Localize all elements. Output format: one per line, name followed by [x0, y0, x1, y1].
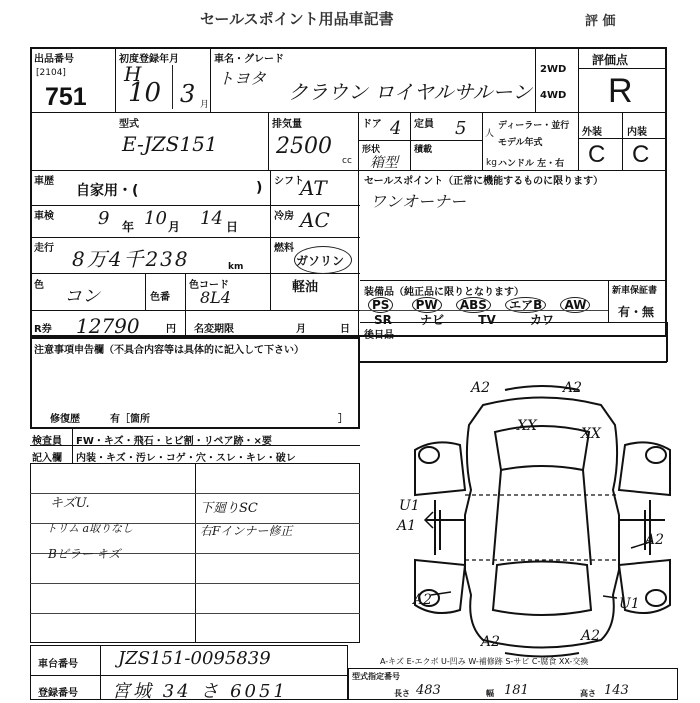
- lot-number: 751: [45, 83, 87, 111]
- inspection-year-unit: 年: [122, 220, 135, 234]
- chassis-label: 車台番号: [38, 659, 78, 670]
- mark-a2-bottom: A2: [481, 634, 501, 650]
- checker-label: 検査員: [32, 436, 62, 447]
- equip-abs: ABS: [456, 297, 491, 313]
- mileage-unit: km: [228, 262, 244, 272]
- mark-a2-bottom-left: A2: [413, 592, 433, 608]
- handle-label: ハンドル 左・右: [498, 159, 565, 169]
- shape-value: 箱型: [370, 155, 398, 171]
- equip-sr: SR: [374, 313, 392, 327]
- lot-code: [2104]: [36, 68, 66, 78]
- mark-u1-left: U1: [399, 498, 420, 514]
- model-year-label: モデル年式: [498, 138, 543, 148]
- car-name-label: 車名・グレード: [214, 54, 284, 65]
- score-value: R: [608, 72, 633, 110]
- capacity-unit: 人: [485, 129, 495, 139]
- inspection-label: 車検: [34, 211, 54, 222]
- later-items-label: 後日品: [364, 330, 394, 341]
- first-reg-era: H: [124, 62, 142, 86]
- recycle-unit: 円: [166, 324, 176, 335]
- warranty-label: 新車保証書: [612, 286, 658, 296]
- first-reg-month-unit: 月: [200, 100, 210, 110]
- equip-airbag: エアB: [505, 297, 546, 313]
- equipment-row2: [374, 311, 554, 328]
- exterior-value: C: [588, 141, 606, 168]
- drive-2wd: 2WD: [540, 64, 567, 75]
- car-maker: トヨタ: [218, 69, 267, 88]
- mark-a2-2: A2: [563, 380, 583, 396]
- equip-ps: PS: [368, 297, 393, 313]
- model-code-value: E-JZS151: [122, 132, 218, 156]
- spec-label: 型式指定番号: [352, 672, 400, 681]
- shift-value: AT: [300, 176, 327, 200]
- model-code-label: 型式: [119, 119, 139, 130]
- use-value: 自家用・(: [76, 183, 139, 199]
- repair-close: ］: [338, 414, 348, 425]
- color-code-value: 8L4: [200, 288, 231, 307]
- fuel-gasoline: ガソリン: [296, 254, 345, 268]
- recycle-label: R券: [34, 324, 52, 335]
- mileage-value: 8万4千238: [72, 247, 190, 271]
- header-right-label: 評 価: [585, 14, 616, 29]
- checker-row1: FW・キズ・飛石・ヒビ割・リペア跡・×要: [76, 436, 272, 447]
- note-right-1: 下廻りSC: [200, 501, 258, 516]
- equip-navi: ナビ: [420, 313, 445, 327]
- fuel-label: 燃料: [274, 243, 294, 254]
- spec-len-value: 483: [416, 683, 441, 698]
- mark-a2-1: A2: [471, 380, 491, 396]
- mark-u1-right: U1: [619, 596, 640, 612]
- doors-label: ドア: [362, 119, 382, 130]
- equipment-label: 装備品（純正品に限りとなります）: [364, 287, 524, 298]
- aircon-value: AC: [300, 208, 330, 232]
- fuel-circle: [294, 246, 352, 274]
- mark-a2-right: A2: [645, 532, 665, 548]
- first-reg-label: 初度登録年月: [119, 54, 179, 65]
- mark-xx-2: XX: [581, 426, 601, 442]
- checker-row2: 内装・キズ・汚レ・コゲ・穴・スレ・キレ・破レ: [76, 453, 296, 464]
- displacement-label: 排気量: [272, 119, 302, 130]
- change-month: 月: [296, 324, 306, 335]
- capacity-value: 5: [455, 118, 467, 139]
- shape-label: 形状: [362, 145, 381, 155]
- first-reg-year: 10: [128, 78, 162, 108]
- equip-aw: AW: [560, 297, 590, 313]
- notes-label: 注意事項申告欄（不具合内容等は具体的に記入して下さい）: [34, 345, 304, 356]
- registration-label: 登録番号: [38, 688, 78, 699]
- shift-label: シフト: [274, 176, 304, 187]
- equip-kawa: カワ: [529, 313, 554, 327]
- change-day: 日: [340, 324, 350, 335]
- mark-a2-bottom-right: A2: [581, 628, 601, 644]
- change-label: 名変期限: [194, 324, 234, 335]
- entry-label: 記入欄: [32, 453, 62, 464]
- first-reg-month: 3: [180, 80, 196, 108]
- inspection-month: 10: [144, 208, 167, 229]
- displacement-value: 2500: [276, 134, 332, 159]
- car-model: クラウン ロイヤルサルーン: [288, 80, 533, 104]
- chassis-value: JZS151-0095839: [118, 648, 271, 669]
- note-left-3: Bピラー キズ: [48, 547, 121, 561]
- displacement-unit: cc: [342, 156, 352, 166]
- inspection-month-unit: 月: [168, 220, 181, 234]
- spec-wid-value: 181: [504, 683, 529, 698]
- header-title: セールスポイント用品車記書: [200, 10, 394, 28]
- inspection-day-unit: 日: [226, 220, 239, 234]
- aircon-label: 冷房: [274, 211, 294, 222]
- exterior-label: 外装: [582, 127, 602, 138]
- use-label: 車歴: [34, 176, 54, 187]
- load-label: 積載: [414, 145, 433, 155]
- registration-value: 宮城 34 さ 6051: [112, 681, 288, 702]
- car-diagram: [397, 370, 680, 660]
- capacity-label: 定員: [414, 119, 434, 130]
- spec-wid-label: 幅: [486, 689, 494, 698]
- spec-hei-label: 高さ: [580, 689, 596, 698]
- repair-label: 修復歴: [50, 414, 80, 425]
- mileage-label: 走行: [34, 243, 54, 254]
- color-code-label: 色コード: [189, 280, 229, 291]
- score-label: 評価点: [592, 53, 629, 67]
- note-left-1: キズU.: [50, 496, 90, 511]
- load-unit: kg: [486, 158, 497, 168]
- doors-value: 4: [390, 118, 402, 139]
- note-right-2: 右Fインナー修正: [200, 524, 293, 538]
- color-value: コン: [64, 286, 100, 307]
- recycle-value: 12790: [76, 314, 140, 338]
- inspection-day: 14: [200, 208, 223, 229]
- sales-point-label: セールスポイント（正常に機能するものに限ります）: [364, 176, 604, 187]
- diagram-legend: A-キズ E-エクボ U-凹み W-補修跡 S-サビ C-腐食 XX-交換: [380, 657, 589, 666]
- mark-xx-1: XX: [517, 418, 537, 434]
- fuel-diesel: 軽油: [292, 280, 319, 295]
- spec-hei-value: 143: [604, 683, 629, 698]
- mark-a1-left: A1: [397, 518, 417, 534]
- dealer-label: ディーラー・並行: [498, 121, 570, 131]
- sales-point-value: ワンオーナー: [370, 192, 467, 211]
- inspection-year: 9: [98, 208, 110, 229]
- drive-4wd: 4WD: [540, 90, 567, 101]
- color-label: 色: [34, 280, 44, 291]
- lot-label: 出品番号: [34, 54, 74, 65]
- equip-pw: PW: [412, 297, 442, 313]
- note-left-2: トリム a取りなし: [46, 522, 134, 535]
- interior-value: C: [632, 141, 650, 168]
- equip-tv: TV: [478, 313, 496, 327]
- use-close: ): [256, 180, 263, 196]
- warranty-value: 有・無: [618, 305, 655, 319]
- interior-label: 内装: [627, 127, 647, 138]
- spec-len-label: 長さ: [394, 689, 410, 698]
- color-no-label: 色番: [150, 292, 170, 303]
- repair-value: 有［箇所: [110, 414, 150, 425]
